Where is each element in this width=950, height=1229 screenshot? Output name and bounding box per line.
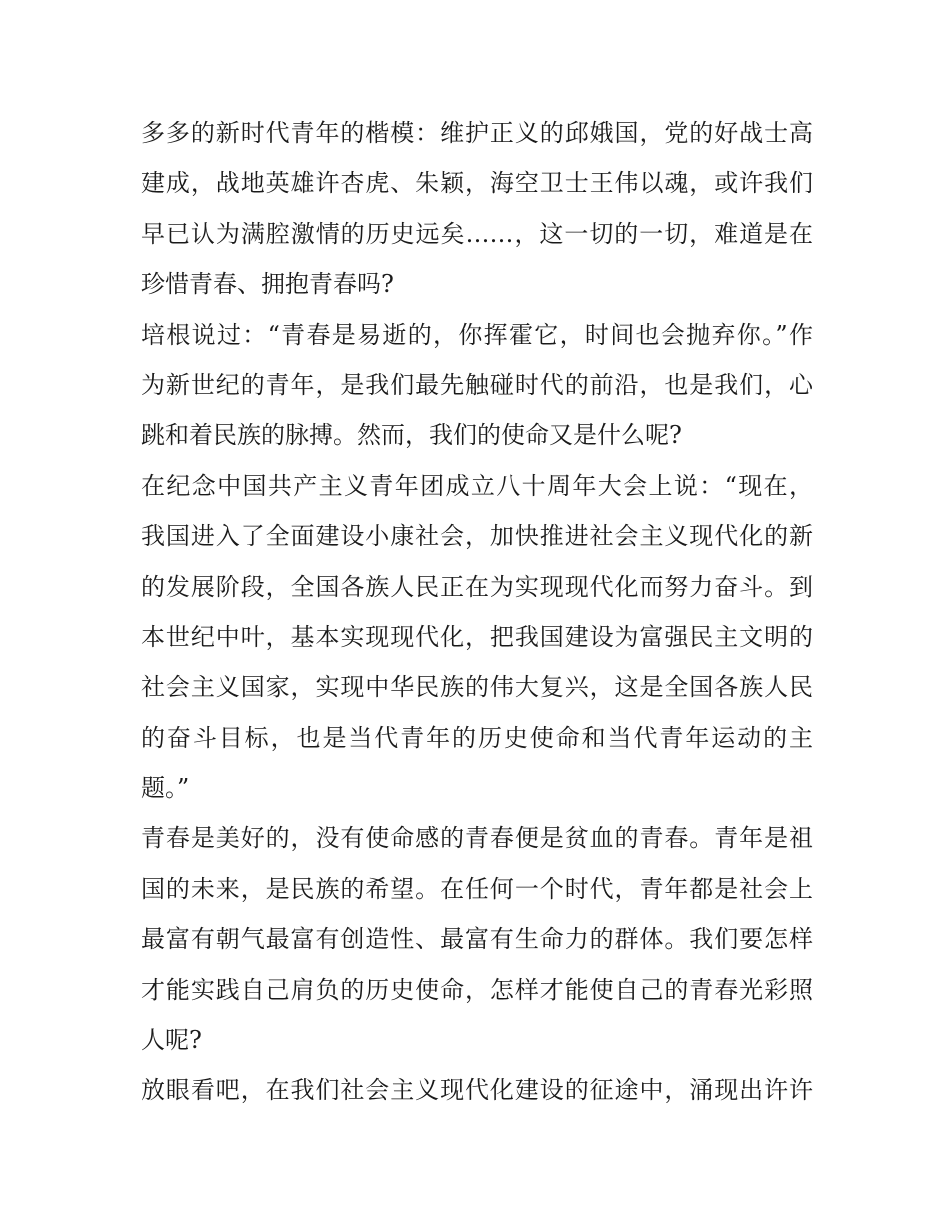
text-line: 才能实践自己肩负的历史使命，怎样才能使自己的青春光彩照 [141,975,813,1004]
text-line: 最富有朝气最富有创造性、最富有生命力的群体。我们要怎样 [141,925,813,954]
text-line: 青春是美好的，没有使命感的青春便是贫血的青春。青年是祖 [141,824,813,853]
text-line: 放眼看吧，在我们社会主义现代化建设的征途中，涌现出许许 [141,1076,813,1105]
text-line: 的发展阶段，全国各族人民正在为实现现代化而努力奋斗。到 [141,572,813,601]
text-line: 培根说过：“青春是易逝的，你挥霍它，时间也会抛弃你。”作 [141,320,813,349]
text-line: 人呢? [141,1026,202,1055]
text-line: 建成，战地英雄许杏虎、朱颖，海空卫士王伟以魂，或许我们 [141,169,813,198]
text-line: 早已认为满腔激情的历史远矣……，这一切的一切，难道是在 [141,219,813,248]
text-line: 的奋斗目标，也是当代青年的历史使命和当代青年运动的主 [141,723,813,752]
text-line: 国的未来，是民族的希望。在任何一个时代，青年都是社会上 [141,874,813,903]
text-line: 本世纪中叶，基本实现现代化，把我国建设为富强民主文明的 [141,622,813,651]
text-line: 多多的新时代青年的楷模：维护正义的邱娥国，党的好战士高 [141,119,813,147]
text-line: 在纪念中国共产主义青年团成立八十周年大会上说：“现在， [141,471,813,500]
body-text [141,108,813,1116]
text-line: 我国进入了全面建设小康社会，加快推进社会主义现代化的新 [141,522,813,551]
text-line: 珍惜青春、拥抱青春吗? [141,270,394,299]
text-line: 社会主义国家，实现中华民族的伟大复兴，这是全国各族人民 [141,673,813,702]
text-line: 为新世纪的青年，是我们最先触碰时代的前沿，也是我们，心 [141,370,813,399]
text-line: 题。” [141,774,190,803]
text-line: 跳和着民族的脉搏。然而，我们的使命又是什么呢? [141,421,682,450]
